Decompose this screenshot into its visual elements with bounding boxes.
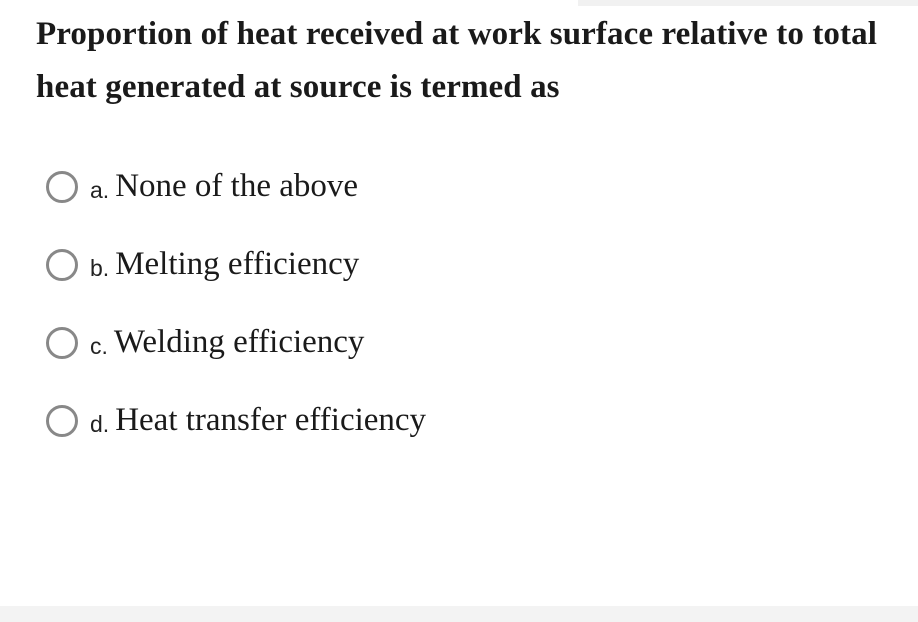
option-letter-d: d. [90, 411, 110, 438]
radio-button-icon-d[interactable] [46, 405, 78, 437]
radio-button-icon-b[interactable] [46, 249, 78, 281]
radio-button-icon-a[interactable] [46, 171, 78, 203]
option-label-c: Welding efficiency [113, 324, 365, 361]
option-a[interactable] [36, 148, 888, 226]
option-label-b: Melting efficiency [115, 246, 360, 283]
option-letter-a: a. [90, 177, 110, 204]
option-label-a: None of the above [115, 168, 359, 205]
bottom-edge-strip [0, 606, 918, 622]
options-list [36, 148, 888, 460]
option-d[interactable] [36, 382, 888, 460]
option-label-d: Heat transfer efficiency [115, 402, 427, 439]
question-text: Proportion of heat received at work surface relative to total heat generated at source is termed as [36, 16, 877, 105]
option-letter-c: c. [90, 333, 108, 360]
option-letter-b: b. [90, 255, 110, 282]
radio-button-icon-c[interactable] [46, 327, 78, 359]
option-c[interactable] [36, 304, 888, 382]
option-b[interactable] [36, 226, 888, 304]
